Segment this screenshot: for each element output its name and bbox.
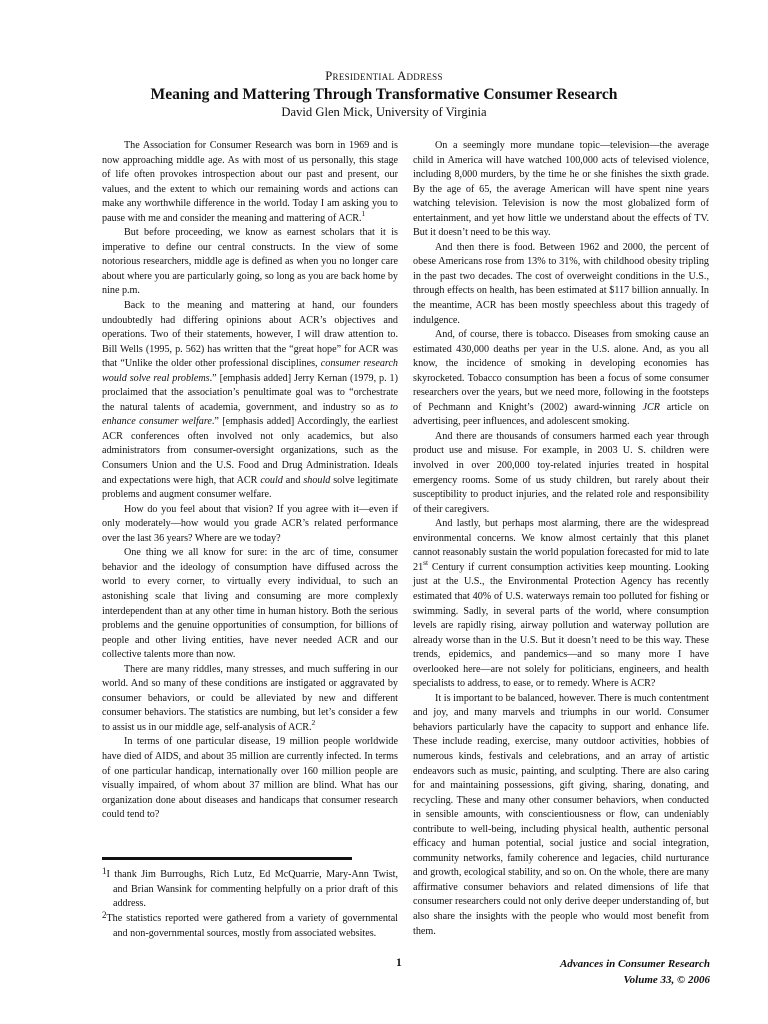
journal-volume: Volume 33, © 2006 [623, 973, 710, 986]
author-line: David Glen Mick, University of Virginia [281, 105, 487, 119]
paragraph: Back to the meaning and mattering at hand, our founders undoubtedly had differing opinions about ACR’s objectives and operations. Two of their statements, however, I will draw attention to. Bill Wells (1995, p. 562) has written that the “great hope” for ACR was that “Unlike the older other professional disciplines, consumer research would solve real problems.” [emphasis added] Jerry Kernan (1979, p. 1) proclaimed that the association’s penultimate goal was to “orchestrate the natural talents of academia, government, and industry so as to enhance consumer welfare.” [emphasis added] Accordingly, the earliest ACR conferences often involved not only academics, but also administrators from consumer-oversight organizations, such as the Consumers Union and the U.S. Food and Drug Administration. Ideals and expectations were high, that ACR could and should solve legitimate problems and augment consumer welfare. [102, 300, 399, 501]
paper-title: Meaning and Mattering Through Transformative Consumer Research [150, 86, 618, 103]
paragraph: And then there is food. Between 1962 and 2000, the percent of obese Americans rose from 13% to 31%, with childhood obesity tripling in the past two decades. The cost of overweight conditions in the U.S., through effects on health, has been estimated at $117 billion annually. In the meantime, ACR has been mostly speechless about this tragedy of indulgence. [413, 241, 709, 326]
footnote-divider [102, 857, 352, 860]
paragraph: In terms of one particular disease, 19 million people worldwide have died of AIDS, and about 35 million are currently infected. In terms of one particular handicap, internationally over 160 million people are visually impaired, of whom about 37 million are blind. What has our organization done about diseases and handicaps that consumer research could tend to? [102, 736, 398, 821]
footnote [102, 908, 398, 941]
right-column [413, 139, 709, 939]
footnote-text: I thank Jim Burroughs, Rich Lutz, Ed McQuarrie, Mary-Ann Twist, and Brian Wansink for commenting helpfully on a prior draft of this address. [106, 869, 398, 910]
footnote-ref: 1 [361, 208, 366, 218]
paragraph: How do you feel about that vision? If you agree with it—even if only moderately—how would you grade ACR’s related performance over the last 36 years? Where are we today? [102, 503, 398, 544]
paragraph: The Association for Consumer Research was born in 1969 and is now approaching middle age. As with most of us personally, this stage of life often provokes introspection about our past and present, our values, and the extent to which our remaining words and actions can make any worthwhile difference in the world. Today I am asking you to pause with me and consider the meaning and mattering of ACR.$^1$ [102, 140, 398, 224]
footnote-mark: 2 [102, 910, 107, 920]
journal-name: Advances in Consumer Research [559, 958, 710, 970]
footnote [102, 864, 398, 912]
paragraph: There are many riddles, many stresses, and much suffering in our world. And so many of these conditions are instigated or aggravated by consumer behaviors, or could be alleviated by new and different consumer behaviors. The statistics are numbing, but let’s consider a few to assist us in our middle age, self-analysis of ACR.$^2$ [102, 663, 398, 733]
footnote-text: The statistics reported were gathered from a variety of governmental and non-governmental sources, mostly from associated websites. [106, 913, 398, 939]
page-number: 1 [396, 957, 402, 969]
paragraph: And lastly, but perhaps most alarming, there are the widespread environmental concerns. We know almost certainly that this planet cannot reasonably sustain the world population forecasted for mid to late 21st Century if current consumption activities keep mounting. Looking just at the U.S., the Environmental Protection Agency has recently estimated that 40% of U.S. waterways remain too polluted for fishing or swimming. Sadly, in several parts of the world, where consumption levels are rapidly rising, airway pollution and waterway pollution are already worse than in the U.S. But it doesn’t need to be this way. These trends, epidemics, and pandemics—and so many more I have overlooked here—are not solely for politicians, engineers, and health specialists to address, to ease, or to remedy. Where is ACR? [413, 518, 709, 690]
paragraph: It is important to be balanced, however. There is much contentment and joy, and many marvels and triumphs in our world. Consumer behaviors particularly have the capacity to support and enhance life. These include reading, exercise, many outdoor activities, hobbies of numerous kinds, festivals and celebrations, and an array of artistic endeavors such as music, painting, and sculpting. There are also caring for and maintaining possessions, gift giving, sharing, donating, and recycling. These and many other consumer behaviors, when conducted in sensible amounts, with conscientiousness or flow, can undeniably contribute to well-being, including physical health, authentic personal efficacy and human potential, social justice and social integration, community networks, family coherence and legacies, child nurturance and growth, ecological stability, and so on. On the whole, there are many affirmative consumer behaviors and related dimensions of life that consumer researchers could not only derive deeper understanding of, but also share the insights with the people who would most benefit from them. [413, 692, 709, 937]
footnote-mark: 1 [102, 866, 107, 876]
footnote-ref: 2 [311, 717, 316, 727]
left-column [102, 139, 398, 823]
paragraph: But before proceeding, we know as earnest scholars that it is imperative to define our central constructs. In the view of some notorious researchers, middle age is defined as when you no longer care about where you are particularly going, so long as you are back home by nine p.m. [102, 227, 398, 297]
paragraph: And, of course, there is tobacco. Diseases from smoking cause an estimated 430,000 deaths per year in the U.S. alone. And, as you all know, the incidence of smoking in developing economies has skyrocketed. Tobacco consumption has been a focus of some consumer researchers over the years, but we need more, following in the footsteps of Pechmann and Knight’s (2002) award-winning JCR article on advertising, peer influences, and adolescent smoking. [413, 329, 709, 428]
paragraph: On a seemingly more mundane topic—television—the average child in America will have watched 100,000 acts of televised violence, including 8,000 murders, by the time he or she finishes the sixth grade. By the age of 65, the average American will have spent nine years watching television. Television is now the most globalized form of entertainment, and yet how little we understand about the effects of TV. But it doesn’t need to be this way. [413, 140, 709, 239]
paragraph: And there are thousands of consumers harmed each year through product use and misuse. For example, in 2003 U. S. children were involved in over 200,000 toy-related injuries treated in hospital emergency rooms. Some of us study children, but rarely about their susceptibility to product injuries, and the related role and responsibility of their caregivers. [413, 430, 709, 515]
section-kicker: Presidential Address [325, 69, 443, 83]
journal-citation [560, 957, 710, 988]
paragraph: One thing we all know for sure: in the arc of time, consumer behavior and the ideology of consumption have diffused across the world to every corner, to virtually every individual, to such an astonishing scale that living and consuming are more complexly interdependent than at any other time in human history. Both the serious problems and the genuine opportunities of consumption, for billions of people and other living entities, have never needed ACR and our collective talents more than now. [102, 547, 398, 661]
